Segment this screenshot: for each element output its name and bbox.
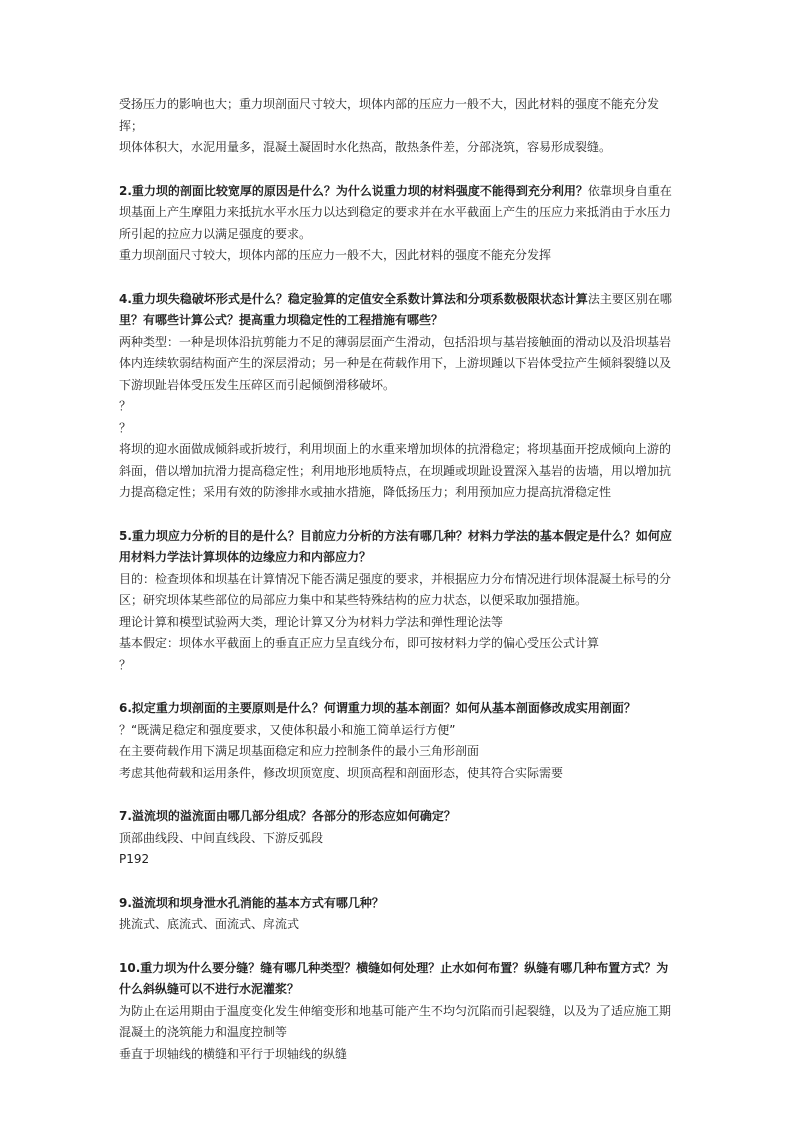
- answer-line: 将坝的迎水面做成倾斜或折坡行，利用坝面上的水重来增加坝体的抗滑稳定；将坝基面开挖成倾向上游的: [119, 442, 672, 456]
- question-line: [119, 526, 679, 548]
- answer-line: ？: [119, 399, 132, 413]
- section-gap: [119, 504, 679, 526]
- question-text: 里？有哪些计算公式？提高重力坝稳定性的工程措施有哪些？: [119, 313, 444, 327]
- question-text: 6.拟定重力坝剖面的主要原则是什么？何谓重力坝的基本剖面？如何从基本剖面修改成实用剖面？: [119, 701, 636, 715]
- section-gap: [119, 159, 679, 181]
- intro-block: [119, 94, 679, 159]
- question-line: [119, 979, 679, 1001]
- answer-line: P192: [119, 852, 150, 866]
- question-line: [119, 893, 679, 915]
- qa-section: [119, 181, 679, 267]
- answer-line: 挑流式、底流式、面流式、戽流式: [119, 917, 300, 931]
- answer-line: ？“既满足稳定和强度要求，又使体积最小和施工简单运行方便”: [119, 722, 456, 737]
- question-line: [119, 806, 679, 828]
- question-line: [119, 224, 679, 246]
- answer-line: 两种类型：一种是坝体沿抗剪能力不足的薄弱层面产生滑动，包括沿坝与基岩接触面的滑动以及沿坝基岩: [119, 334, 672, 349]
- question-answer-text: 法主要区别在哪: [587, 291, 672, 306]
- question-text: 2.重力坝的剖面比较宽厚的原因是什么？为什么说重力坝的材料强度不能得到充分利用？: [119, 183, 588, 198]
- answer-line: 垂直于坝轴线的横缝和平行于坝轴线的纵缝: [119, 1046, 348, 1061]
- answer-line: 基本假定：坝体水平截面上的垂直正应力呈直线分布，即可按材料力学的偏心受压公式计算: [119, 636, 600, 650]
- qa-section: [119, 698, 679, 784]
- section-gap: [119, 676, 679, 698]
- qa-section: [119, 526, 679, 677]
- answer-line: 斜面，借以增加抗滑力提高稳定性；利用地形地质特点，在坝踵或坝趾设置深入基岩的齿墙，用以增加抗: [119, 463, 672, 478]
- question-text: 7.溢流坝的溢流面由哪几部分组成？各部分的形态应如何确定？: [119, 809, 456, 823]
- question-answer-text: 所引起的拉应力以满足强度的要求。: [119, 226, 312, 241]
- qa-section: [119, 289, 679, 504]
- answer-line: 下游坝趾岩体受压发生压碎区而引起倾倒滑移破坏。: [119, 377, 396, 392]
- qa-section: [119, 958, 679, 1066]
- question-line: [119, 289, 679, 311]
- answer-line: 为防止在运用期由于温度变化发生伸缩变形和地基可能产生不均匀沉陷而引起裂缝，以及为了适应施工期: [119, 1003, 672, 1018]
- question-answer-text: 坝基面上产生摩阻力来抵抗水平水压力以达到稳定的要求并在水平截面上产生的压应力来抵消由于水压力: [119, 205, 672, 219]
- answer-line: 在主要荷载作用下满足坝基面稳定和应力控制条件的最小三角形剖面: [119, 744, 480, 758]
- question-text: 用材料力学法计算坝体的边缘应力和内部应力？: [119, 550, 372, 564]
- question-line: [119, 958, 679, 980]
- qa-sections: [119, 159, 679, 1066]
- answer-line: 区；研究坝体某些部位的局部应力集中和某些特殊结构的应力状态，以便采取加强措施。: [119, 593, 588, 607]
- question-line: [119, 202, 679, 224]
- text-line: 受扬压力的影响也大；重力坝剖面尺寸较大，坝体内部的压应力一般不大，因此材料的强度不能充分发挥；: [119, 97, 660, 133]
- document-page: [119, 94, 679, 1065]
- section-gap: [119, 267, 679, 289]
- answer-line: 体内连续软弱结构面产生的深层滑动；另一种是在荷载作用下，上游坝踵以下岩体受拉产生倾斜裂缝以及: [119, 356, 672, 370]
- answer-line: 考虑其他荷载和运用条件，修改坝顶宽度、坝顶高程和剖面形态，使其符合实际需要: [119, 765, 564, 780]
- section-gap: [119, 784, 679, 806]
- answer-line: ？: [119, 420, 132, 435]
- question-text: 4.重力坝失稳破坏形式是什么？稳定验算的定值安全系数计算法和分项系数极限状态计算: [119, 291, 588, 306]
- question-answer-text: 依靠坝身自重在: [587, 183, 672, 198]
- answer-line: 顶部曲线段、中间直线段、下游反弧段: [119, 830, 324, 845]
- qa-section: [119, 806, 679, 871]
- text-line: 坝体体积大，水泥用量多，混凝土凝固时水化热高，散热条件差，分部浇筑，容易形成裂缝。: [119, 140, 612, 154]
- answer-line: 目的：检查坝体和坝基在计算情况下能否满足强度的要求，并根据应力分布情况进行坝体混凝土标号的分: [119, 571, 672, 586]
- question-text: 9.溢流坝和坝身泄水孔消能的基本方式有哪几种？: [119, 895, 384, 910]
- qa-section: [119, 893, 679, 936]
- answer-line: 力提高稳定性；采用有效的防渗排水或抽水措施，降低扬压力；利用预加应力提高抗滑稳定性: [119, 485, 612, 499]
- question-line: [119, 181, 679, 203]
- question-text: 什么斜纵缝可以不进行水泥灌浆？: [119, 982, 300, 996]
- question-line: [119, 698, 679, 720]
- section-gap: [119, 871, 679, 893]
- answer-line: 理论计算和模型试验两大类，理论计算又分为材料力学法和弹性理论法等: [119, 614, 504, 629]
- answer-line: 混凝土的浇筑能力和温度控制等: [119, 1025, 288, 1039]
- question-text: 5.重力坝应力分析的目的是什么？目前应力分析的方法有哪几种？材料力学法的基本假定是什么？如何应: [119, 528, 672, 543]
- question-line: [119, 547, 679, 569]
- section-gap: [119, 936, 679, 958]
- answer-line: 重力坝剖面尺寸较大，坝体内部的压应力一般不大，因此材料的强度不能充分发挥: [119, 248, 552, 262]
- question-line: [119, 310, 679, 332]
- question-text: 10.重力坝为什么要分缝？缝有哪几种类型？横缝如何处理？止水如何布置？纵缝有哪几种布置方式？为: [119, 960, 669, 975]
- answer-line: ？: [119, 657, 132, 672]
